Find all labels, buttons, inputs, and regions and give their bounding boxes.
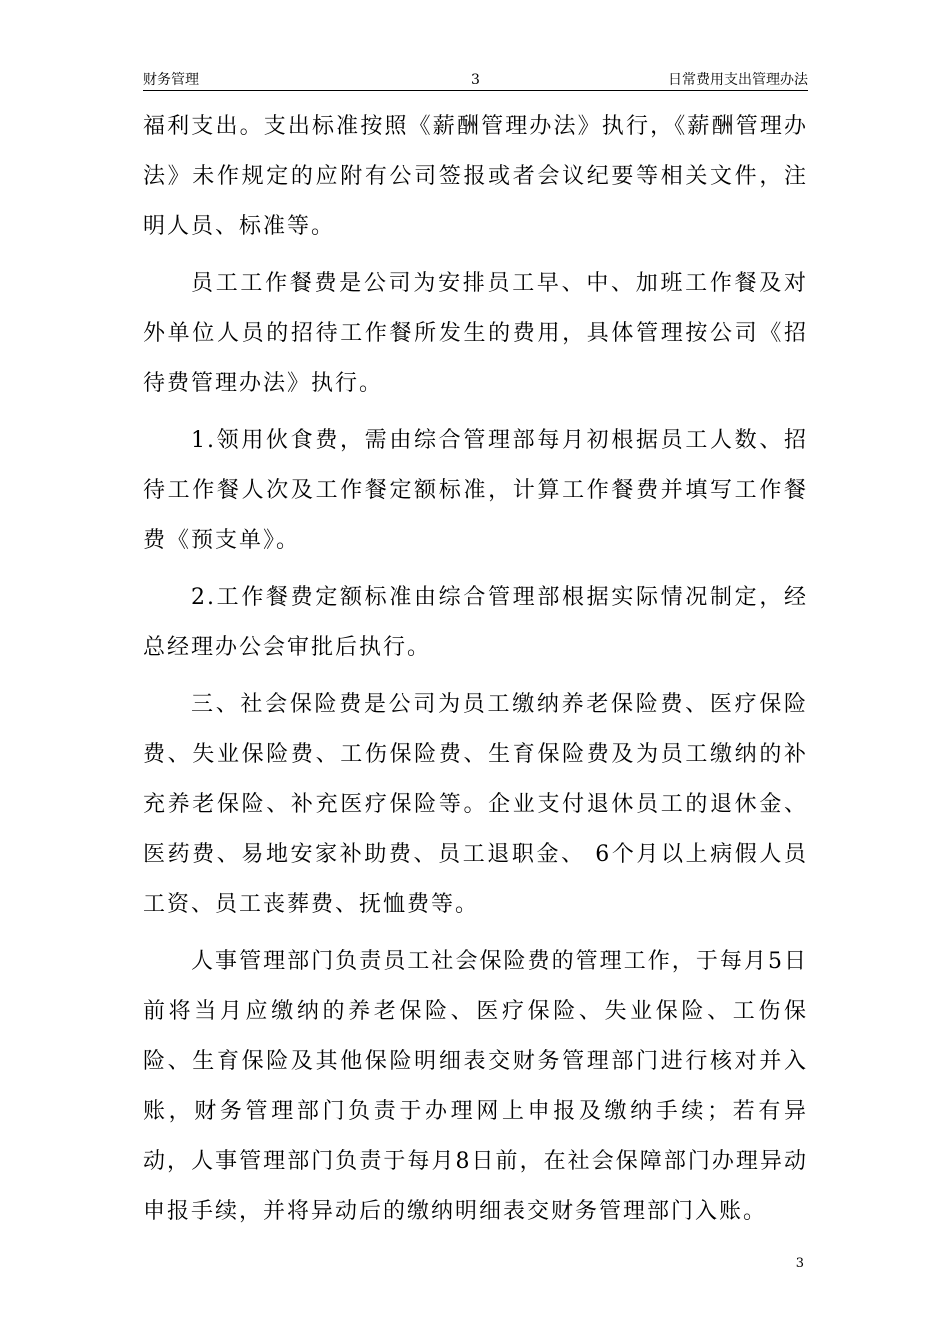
page-header	[143, 70, 808, 91]
document-body	[143, 102, 808, 1237]
paragraph-meal-item-1: 1.领用伙食费，需由综合管理部每月初根据员工人数、招待工作餐人次及工作餐定额标准，计算工作餐费并填写工作餐费《预支单》。	[143, 428, 808, 553]
header-page-number: 3	[471, 72, 480, 88]
paragraph-welfare-continued: 福利支出。支出标准按照《薪酬管理办法》执行，《薪酬管理办法》未作规定的应附有公司签报或者会议纪要等相关文件，注明人员、标准等。	[143, 114, 808, 239]
paragraph-meal-expense: 员工工作餐费是公司为安排员工早、中、加班工作餐及对外单位人员的招待工作餐所发生的费用，具体管理按公司《招待费管理办法》执行。	[143, 271, 808, 396]
paragraph-hr-insurance-management: 人事管理部门负责员工社会保险费的管理工作，于每月5日前将当月应缴纳的养老保险、医疗保险、失业保险、工伤保险、生育保险及其他保险明细表交财务管理部门进行核对并入账，财务管理部门负责于办理网上申报及缴纳手续；若有异动，人事管理部门负责于每月8日前，在社会保障部门办理异动申报手续，并将异动后的缴纳明细表交财务管理部门入账。	[143, 949, 808, 1224]
paragraph-social-insurance: 三、社会保险费是公司为员工缴纳养老保险费、医疗保险费、失业保险费、工伤保险费、生育保险费及为员工缴纳的补充养老保险、补充医疗保险等。企业支付退休员工的退休金、医药费、易地安家补助费、员工退职金、 6个月以上病假人员工资、员工丧葬费、抚恤费等。	[143, 692, 808, 917]
header-section-title: 财务管理	[143, 72, 199, 88]
page-footer-number: 3	[795, 1256, 804, 1271]
header-document-title: 日常费用支出管理办法	[668, 72, 808, 88]
paragraph-meal-item-2: 2.工作餐费定额标准由综合管理部根据实际情况制定，经总经理办公会审批后执行。	[143, 585, 808, 660]
